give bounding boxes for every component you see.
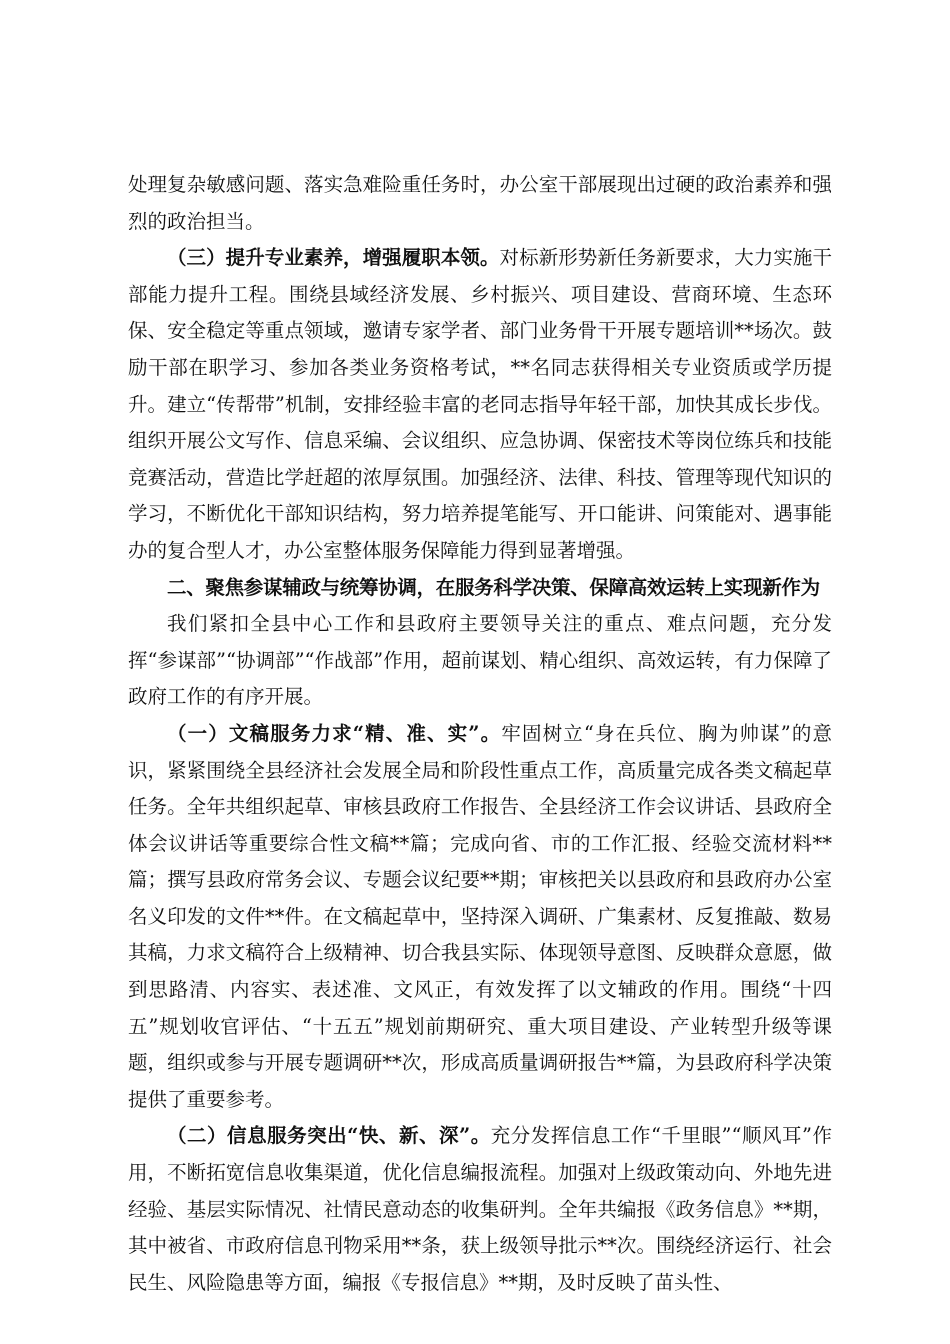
paragraph-information-service	[128, 1118, 832, 1301]
paragraph-political-quality	[128, 167, 832, 240]
paragraph-professional-quality	[128, 240, 832, 569]
paragraph-section-2-intro	[128, 606, 832, 716]
section-heading-text: 二、聚焦参谋辅政与统筹协调，在服务科学决策、保障高效运转上实现新作为	[167, 575, 820, 599]
document-body	[128, 167, 832, 1301]
paragraph-text: 充分发挥信息工作“千里眼”“顺风耳”作用，不断拓宽信息收集渠道，优化信息编报流程。加强对上级政策动向、外地先进经验、基层实际情况、社情民意动态的收集研判。全年共编报《政务信息》**期，其中被省、市政府信息刊物采用**条，获上级领导批示**次。围绕经济运行、社会民生、风险隐患等方面，编报《专报信息》**期，及时反映了苗头性、	[128, 1124, 832, 1294]
paragraph-text: 处理复杂敏感问题、落实急难险重任务时，办公室干部展现出过硬的政治素养和强烈的政治担当。	[128, 173, 832, 233]
subsection-heading-3: （三）提升专业素养，增强履职本领。	[167, 246, 500, 270]
paragraph-text: 我们紧扣全县中心工作和县政府主要领导关注的重点、难点问题，充分发挥“参谋部”“协调部”“作战部”作用，超前谋划、精心组织、高效运转，有力保障了政府工作的有序开展。	[128, 612, 832, 709]
section-heading-2	[128, 570, 832, 607]
subsection-heading-2: （二）信息服务突出“快、新、深”。	[167, 1124, 491, 1148]
paragraph-text: 牢固树立“身在兵位、胸为帅谋”的意识，紧紧围绕全县经济社会发展全局和阶段性重点工作，高质量完成各类文稿起草任务。全年共组织起草、审核县政府工作报告、全县经济工作会议讲话、县政府全体会议讲话等重要综合性文稿**篇；完成向省、市的工作汇报、经验交流材料**篇；撰写县政府常务会议、专题会议纪要**期；审核把关以县政府和县政府办公室名义印发的文件**件。在文稿起草中，坚持深入调研、广集素材、反复推敲、数易其稿，力求文稿符合上级精神、切合我县实际、体现领导意图、反映群众意愿，做到思路清、内容实、表述准、文风正，有效发挥了以文辅政的作用。围绕“十四五”规划收官评估、“十五五”规划前期研究、重大项目建设、产业转型升级等课题，组织或参与开展专题调研**次，形成高质量调研报告**篇，为县政府科学决策提供了重要参考。	[128, 721, 832, 1111]
subsection-heading-1: （一）文稿服务力求“精、准、实”。	[167, 721, 502, 745]
paragraph-document-service	[128, 716, 832, 1119]
paragraph-text: 对标新形势新任务新要求，大力实施干部能力提升工程。围绕县域经济发展、乡村振兴、项目建设、营商环境、生态环保、安全稳定等重点领域，邀请专家学者、部门业务骨干开展专题培训**场次。鼓励干部在职学习、参加各类业务资格考试，**名同志获得相关专业资质或学历提升。建立“传帮带”机制，安排经验丰富的老同志指导年轻干部，加快其成长步伐。组织开展公文写作、信息采编、会议组织、应急协调、保密技术等岗位练兵和技能竞赛活动，营造比学赶超的浓厚氛围。加强经济、法律、科技、管理等现代知识的学习，不断优化干部知识结构，努力培养提笔能写、开口能讲、问策能对、遇事能办的复合型人才，办公室整体服务保障能力得到显著增强。	[128, 246, 832, 562]
